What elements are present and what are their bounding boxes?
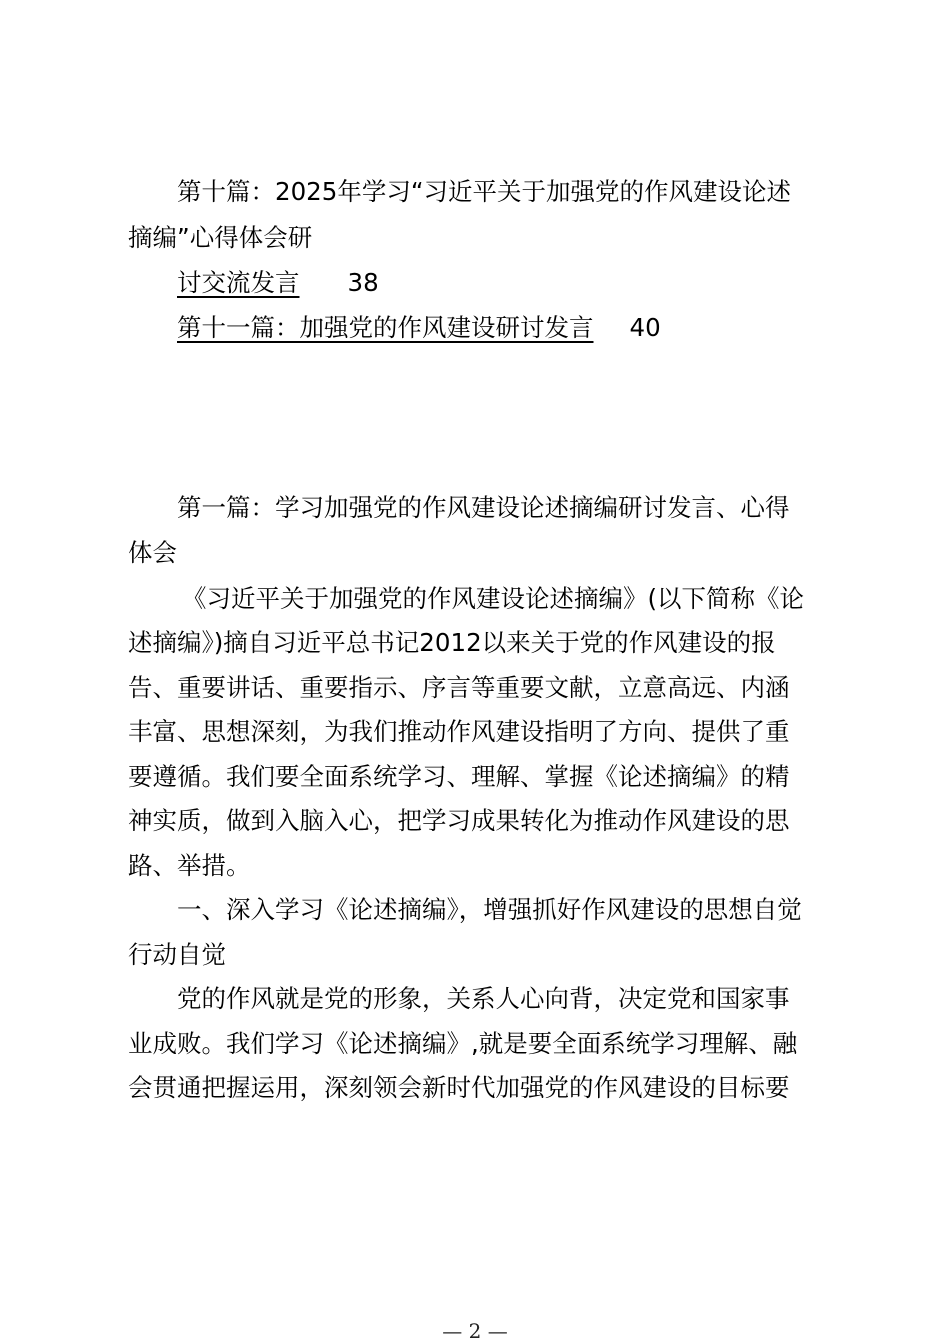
paragraph-1-line1: 《习近平关于加强党的作风建设论述摘编》(以下简称《论 <box>182 584 805 613</box>
toc-entry-10-line1: 第十篇：2025年学习“习近平关于加强党的作风建设论述 <box>177 177 792 206</box>
paragraph-1-line7: 路、举措。 <box>128 851 251 880</box>
paragraph-1-line2: 述摘编》)摘自习近平总书记2012以来关于党的作风建设的报 <box>128 628 776 657</box>
toc-entry-10-line2: 摘编”心得体会研 <box>128 223 313 252</box>
paragraph-2-line1: 党的作风就是党的形象，关系人心向背，决定党和国家事 <box>177 984 790 1013</box>
paragraph-1-line5: 要遵循。我们要全面系统学习、理解、掌握《论述摘编》的精 <box>128 762 790 791</box>
toc-entry-11[interactable] <box>177 313 837 343</box>
toc-entry-10-text: 讨交流发言 <box>177 268 300 297</box>
article-heading-line1: 第一篇：学习加强党的作风建设论述摘编研讨发言、心得 <box>177 493 790 522</box>
toc-link-entry-11[interactable] <box>177 313 661 342</box>
toc-page-number: 38 <box>347 268 379 297</box>
paragraph-1-line3: 告、重要讲话、重要指示、序言等重要文献，立意高远、内涵 <box>128 673 790 702</box>
section-1-heading-line1: 一、深入学习《论述摘编》，增强抓好作风建设的思想自觉 <box>177 895 802 924</box>
toc-entry-11-text: 第十一篇：加强党的作风建设研讨发言 <box>177 313 594 342</box>
article-heading-line2: 体会 <box>128 538 177 567</box>
toc-link-entry-10[interactable] <box>177 268 379 297</box>
paragraph-2-line2: 业成败。我们学习《论述摘编》,就是要全面系统学习理解、融 <box>128 1029 798 1058</box>
toc-page-number: 40 <box>629 313 661 342</box>
paragraph-1-line4: 丰富、思想深刻，为我们推动作风建设指明了方向、提供了重 <box>128 717 790 746</box>
page-number-footer: — 2 — <box>442 1319 508 1343</box>
section-1-heading-line2: 行动自觉 <box>128 940 226 969</box>
paragraph-2-line3: 会贯通把握运用，深刻领会新时代加强党的作风建设的目标要 <box>128 1073 790 1102</box>
paragraph-1-line6: 神实质，做到入脑入心，把学习成果转化为推动作风建设的思 <box>128 806 790 835</box>
toc-entry-10-line3[interactable] <box>177 268 837 298</box>
